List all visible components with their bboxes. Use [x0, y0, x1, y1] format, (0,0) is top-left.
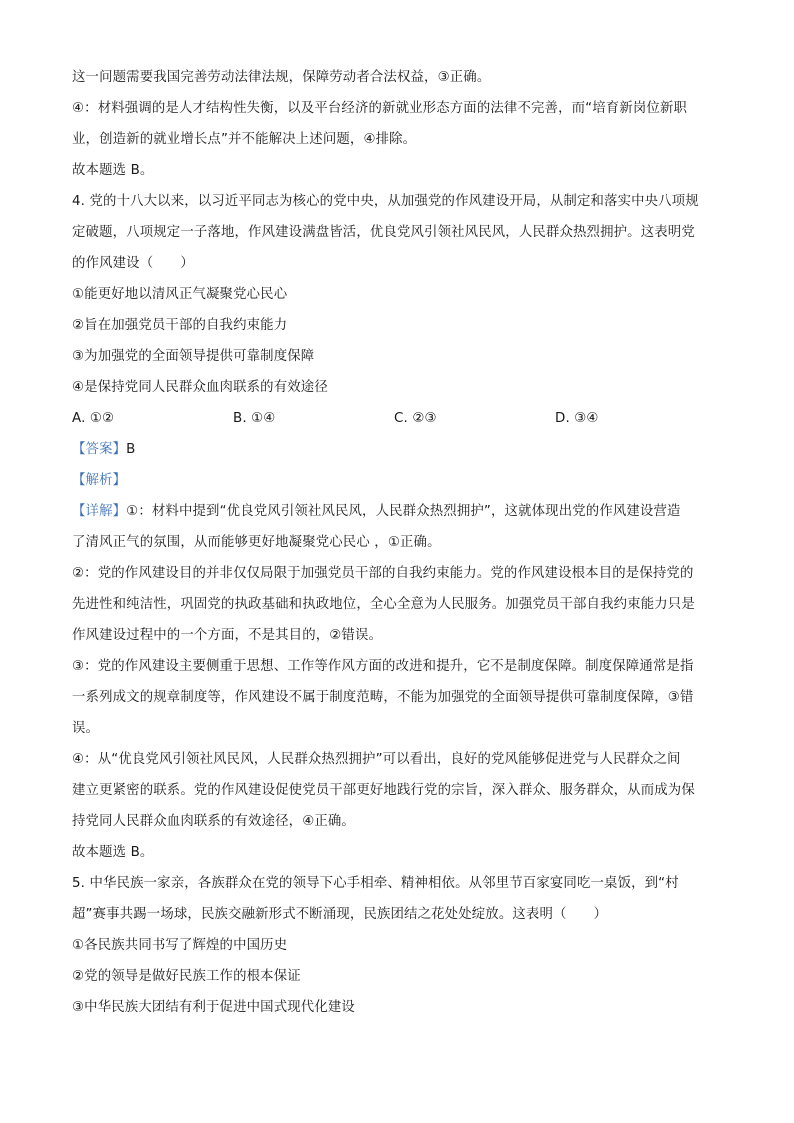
analysis-line: [72, 465, 722, 496]
document-page: [72, 62, 722, 1023]
detail-line: [72, 496, 722, 527]
answer-value: B: [126, 442, 136, 457]
statement-item: ①能更好地以清风正气凝聚党心民心: [72, 287, 288, 302]
detail-text: 持党同人民群众血肉联系的有效途径，④正确。: [72, 814, 355, 829]
statement-item: ①各民族共同书写了辉煌的中国历史: [72, 938, 288, 953]
answer-options: [72, 403, 722, 434]
statement-item: ③中华民族大团结有利于促进中国式现代化建设: [72, 1000, 355, 1015]
question-4-stem: 定破题，八项规定一子落地，作风建设满盘皆活，优良党风引领社风民风，人民群众热烈拥护。这表明党: [72, 225, 695, 240]
detail-text: ③：党的作风建设主要侧重于思想、工作等作风方面的改进和提升，它不是制度保障。制度保障通常是指: [72, 659, 694, 674]
detail-text: 了清风正气的氛围，从而能够更好地凝聚党心民心 ，①正确。: [72, 535, 441, 550]
detail-label: 【详解】: [72, 504, 127, 519]
detail-text: 作风建设过程中的一个方面，不是其目的，②错误。: [72, 628, 383, 643]
option-d: D. ③④: [555, 411, 599, 426]
detail-text: 先进性和纯洁性，巩固党的执政基础和执政地位，全心全意为人民服务。加强党员干部自我约束能力只是: [72, 597, 695, 612]
text-line: ④：材料强调的是人才结构性失衡，以及平台经济的新就业形态方面的法律不完善，而“培育新岗位新职: [72, 101, 688, 116]
detail-text: 建立更紧密的联系。党的作风建设促使党员干部更好地践行党的宗旨，深入群众、服务群众，从而成为保: [72, 783, 695, 798]
text-line: 业，创造新的就业增长点”并不能解决上述问题，④排除。: [72, 132, 417, 147]
answer-label: 【答案】: [72, 442, 127, 457]
statement-item: ③为加强党的全面领导提供可靠制度保障: [72, 349, 315, 364]
question-5-stem: 5. 中华民族一家亲，各族群众在党的领导下心手相牵、精神相依。从邻里节百家宴同吃一桌饭，到“村: [72, 876, 679, 891]
detail-text: 一系列成文的规章制度等，作风建设不属于制度范畴，不能为加强党的全面领导提供可靠制度保障，③错: [72, 690, 694, 705]
detail-text: ④：从“优良党风引领社风民风，人民群众热烈拥护”可以看出，良好的党风能够促进党与人民群众之间: [72, 752, 681, 767]
detail-text: ②：党的作风建设目的并非仅仅局限于加强党员干部的自我约束能力。党的作风建设根本目的是保持党的: [72, 566, 694, 581]
statement-item: ②党的领导是做好民族工作的根本保证: [72, 969, 301, 984]
option-c: C. ②③: [394, 411, 437, 426]
detail-text: 故本题选 B。: [72, 845, 154, 860]
detail-text: ①：材料中提到“优良党风引领社风民风，人民群众热烈拥护”，这就体现出党的作风建设营造: [126, 504, 681, 519]
option-a: A. ①②: [72, 411, 115, 426]
option-b: B. ①④: [233, 411, 276, 426]
question-5-stem: 超”赛事共踢一场球，民族交融新形式不断涌现，民族团结之花处处绽放。这表明（ ）: [72, 907, 608, 922]
statement-item: ④是保持党同人民群众血肉联系的有效途径: [72, 380, 328, 395]
question-4-stem: 4. 党的十八大以来，以习近平同志为核心的党中央，从加强党的作风建设开局，从制定和落实中央八项规: [72, 194, 699, 209]
text-line: 故本题选 B。: [72, 163, 154, 178]
analysis-label: 【解析】: [72, 473, 127, 488]
answer-line: [72, 434, 722, 465]
text-line: 这一问题需要我国完善劳动法律法规，保障劳动者合法权益，③正确。: [72, 70, 491, 85]
statement-item: ②旨在加强党员干部的自我约束能力: [72, 318, 288, 333]
question-4-stem: 的作风建设（ ）: [72, 256, 194, 271]
detail-text: 误。: [72, 721, 100, 736]
